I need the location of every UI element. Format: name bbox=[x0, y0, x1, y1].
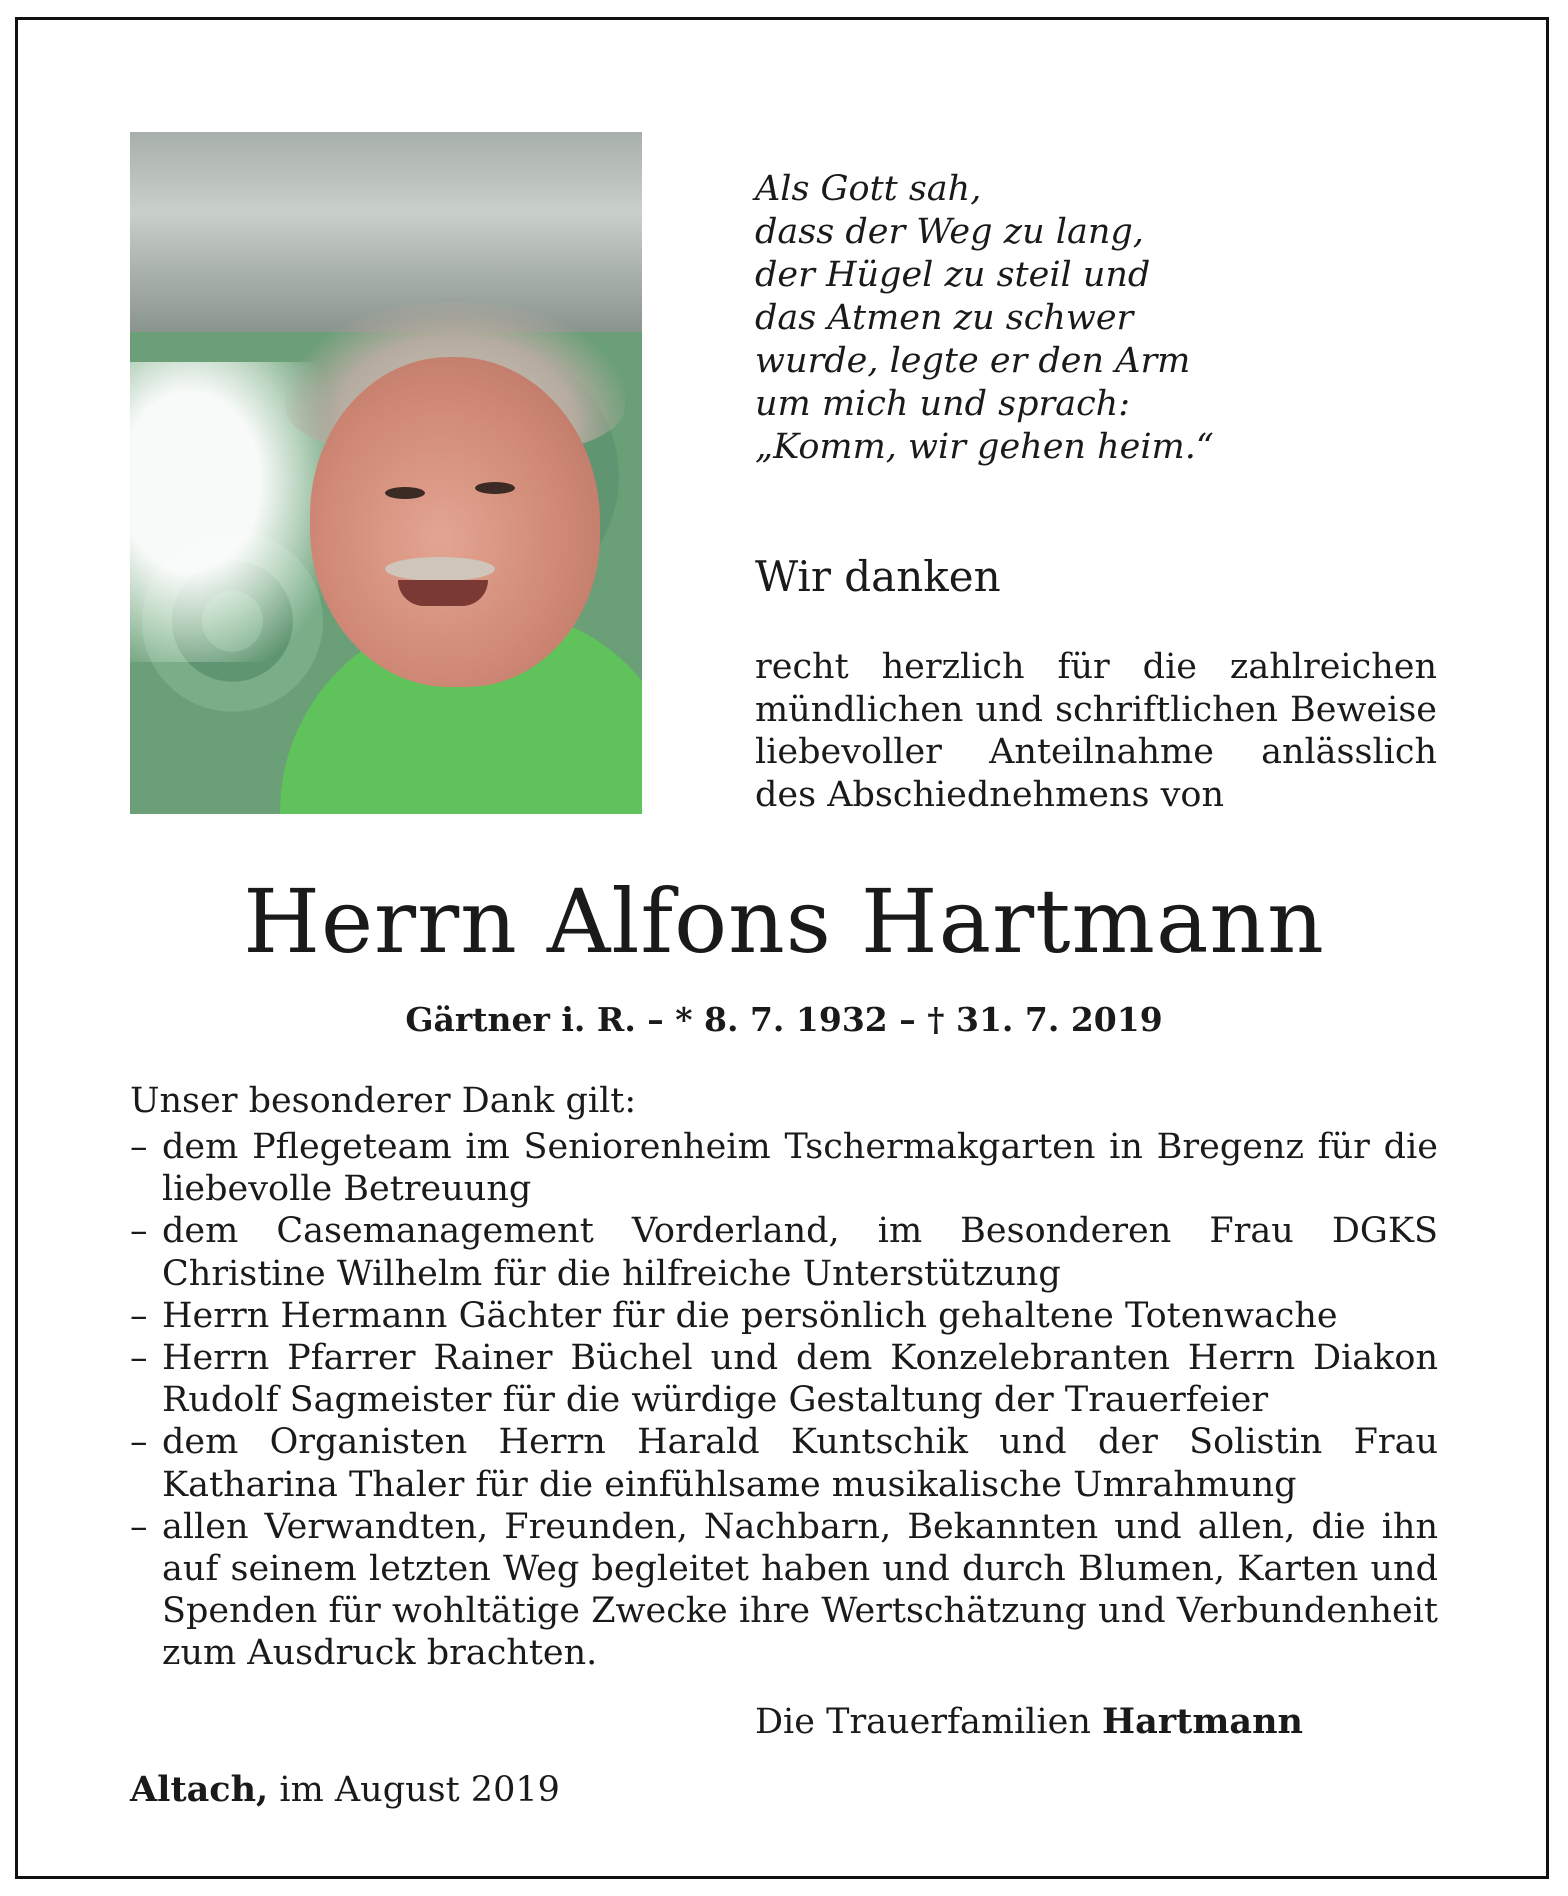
thanks-text: recht herzlich für die zahlreichen mündlichen und schriftlichen Beweise liebevoller Anteilnahme anlässlich des Abschiednehmens von bbox=[755, 647, 1437, 815]
special-thanks-list bbox=[130, 1126, 1438, 1675]
list-bullet: – bbox=[130, 1127, 148, 1167]
list-item-text: allen Verwandten, Freunden, Nachbarn, Bekannten und allen, die ihn auf seinem letzten Weg begleitet haben und durch Blumen, Karten und Spenden für wohltätige Zwecke ihre Wertschätzung und Verbundenheit zum Ausdruck brachten. bbox=[162, 1506, 1438, 1674]
date: im August 2019 bbox=[268, 1770, 560, 1810]
poem bbox=[755, 168, 1214, 469]
list-item bbox=[130, 1337, 1438, 1421]
poem-line: wurde, legte er den Arm bbox=[755, 341, 1191, 381]
list-bullet: – bbox=[130, 1506, 148, 1547]
poem-line: um mich und sprach: bbox=[755, 384, 1131, 424]
list-bullet: – bbox=[130, 1295, 148, 1336]
place: Altach, bbox=[130, 1769, 269, 1810]
poem-line: Als Gott sah, bbox=[755, 169, 982, 209]
signature-family-name: Hartmann bbox=[1102, 1701, 1303, 1742]
signature-prefix: Die Trauerfamilien bbox=[755, 1702, 1102, 1742]
list-item bbox=[130, 1421, 1438, 1505]
list-item bbox=[130, 1126, 1438, 1210]
poem-line: der Hügel zu steil und bbox=[755, 255, 1151, 295]
list-item bbox=[130, 1210, 1438, 1294]
poem-line: dass der Weg zu lang, bbox=[755, 212, 1144, 252]
list-item-text: dem Organisten Herrn Harald Kuntschik und der Solistin Frau Katharina Thaler für die einfühlsame musikalische Umrahmung bbox=[162, 1422, 1438, 1505]
photo-face bbox=[310, 357, 600, 687]
poem-line: das Atmen zu schwer bbox=[755, 298, 1134, 338]
list-item-text: Herrn Pfarrer Rainer Büchel und dem Konzelebranten Herrn Diakon Rudolf Sagmeister für die würdige Gestaltung der Trauerfeier bbox=[162, 1338, 1438, 1421]
list-item-text: Herrn Hermann Gächter für die persönlich gehaltene Totenwache bbox=[162, 1295, 1338, 1336]
list-item-text: dem Casemanagement Vorderland, im Besonderen Frau DGKS Christine Wilhelm für die hilfreiche Unterstützung bbox=[162, 1211, 1438, 1294]
signature bbox=[755, 1700, 1303, 1744]
list-bullet: – bbox=[130, 1422, 148, 1463]
list-item bbox=[130, 1295, 1438, 1337]
portrait-photo bbox=[130, 132, 642, 814]
list-bullet: – bbox=[130, 1338, 148, 1379]
photo-moustache bbox=[385, 557, 495, 581]
deceased-details: Gärtner i. R. – * 8. 7. 1932 – † 31. 7. 2019 bbox=[405, 1000, 1163, 1039]
thanks-heading: Wir danken bbox=[755, 552, 1001, 601]
photo-left-eye bbox=[385, 487, 425, 499]
special-thanks-heading: Unser besonderer Dank gilt: bbox=[130, 1081, 637, 1121]
list-bullet: – bbox=[130, 1211, 148, 1252]
deceased-name: Herrn Alfons Hartmann bbox=[243, 870, 1325, 973]
photo-right-eye bbox=[475, 482, 515, 494]
poem-line: „Komm, wir gehen heim.“ bbox=[755, 427, 1214, 467]
photo-smile bbox=[398, 580, 488, 606]
list-item bbox=[130, 1506, 1438, 1675]
photo-background-window bbox=[130, 132, 642, 332]
list-item-text: dem Pflegeteam im Seniorenheim Tschermakgarten in Bregenz für die liebevolle Betreuung bbox=[162, 1127, 1438, 1210]
place-date bbox=[130, 1768, 560, 1812]
